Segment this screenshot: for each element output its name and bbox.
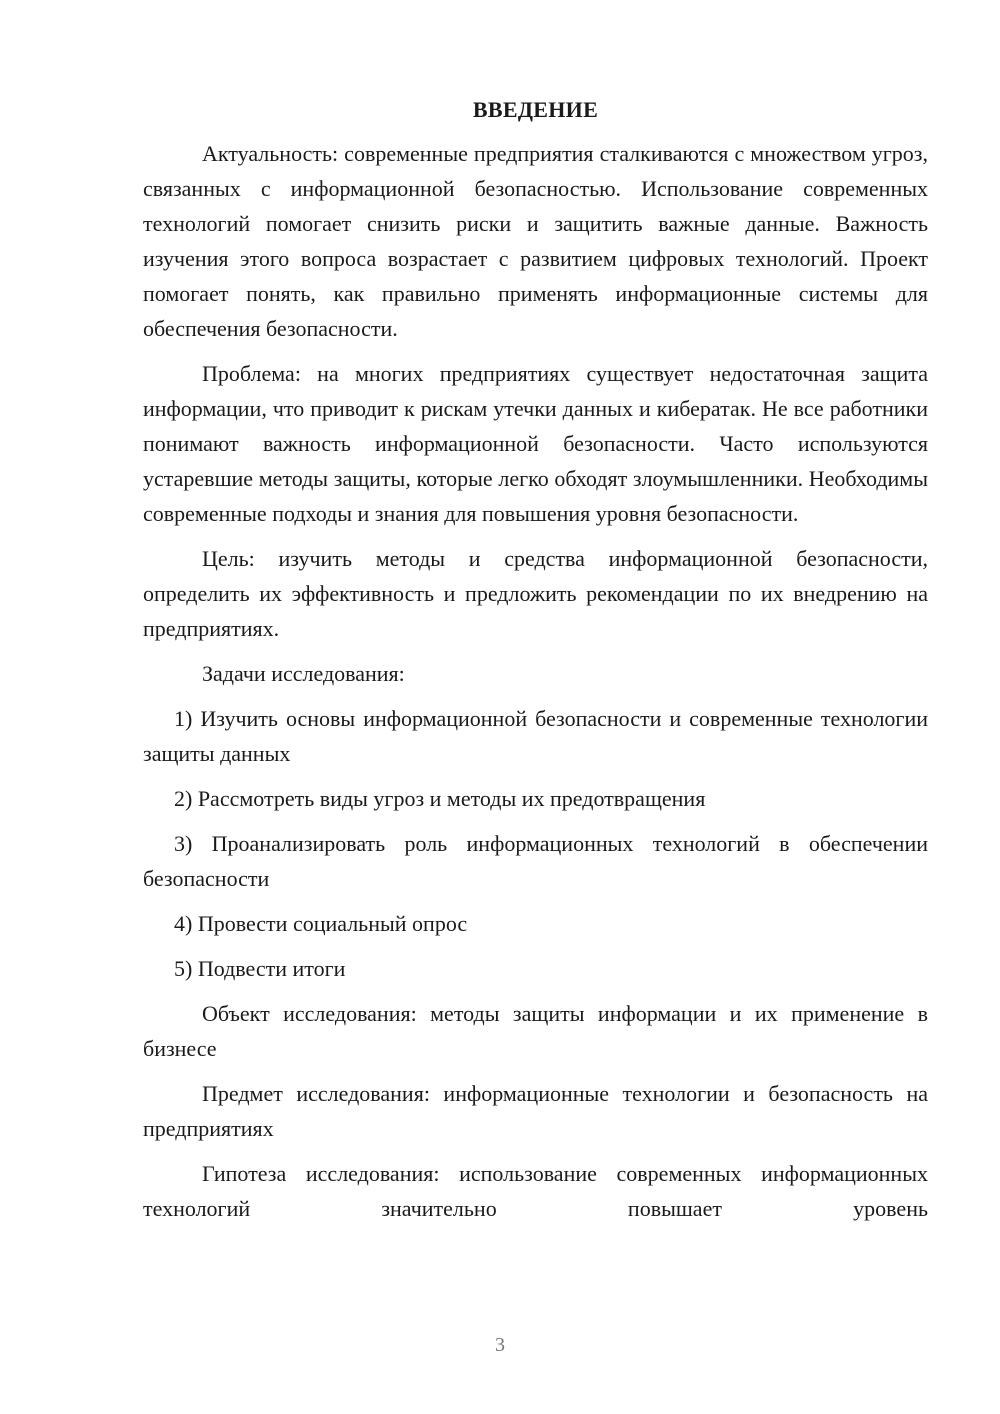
object-paragraph: Объект исследования: методы защиты информации и их применение в бизнесе [143,1001,928,1061]
list-item: 1) Изучить основы информационной безопасности и современные технологии защиты данных [143,706,928,766]
goal-paragraph: Цель: изучить методы и средства информационной безопасности, определить их эффективность и предложить рекомендации по их внедрению на предприятиях. [143,546,928,641]
list-item: 3) Проанализировать роль информационных технологий в обеспечении безопасности [143,831,928,891]
subject-paragraph: Предмет исследования: информационные технологии и безопасность на предприятиях [143,1081,928,1141]
relevance-paragraph: Актуальность: современные предприятия сталкиваются с множеством угроз, связанных с информационной безопасностью. Использование современных технологий помогает снизить риски и защитить важные данные. Важность изучения этого вопроса возрастает с развитием цифровых технологий. Проект помогает понять, как правильно применять информационные системы для обеспечения безопасности. [143,141,928,341]
page-number: 3 [495,1334,505,1356]
page-title: ВВЕДЕНИЕ [472,97,599,122]
hypothesis-paragraph: Гипотеза исследования: использование современных информационных технологий значительно повышает уровень [143,1161,928,1221]
list-item: 4) Провести социальный опрос [174,911,468,936]
tasks-heading: Задачи исследования: [202,661,405,686]
list-item: 5) Подвести итоги [174,956,346,981]
document-page [143,96,928,1236]
problem-paragraph: Проблема: на многих предприятиях существует недостаточная защита информации, что приводит к рискам утечки данных и кибератак. Не все работники понимают важность информационной безопасности. Часто используются устаревшие методы защиты, которые легко обходят злоумышленники. Необходимы современные подходы и знания для повышения уровня безопасности. [143,361,928,526]
list-item: 2) Рассмотреть виды угроз и методы их предотвращения [174,786,706,811]
tasks-list [143,701,928,986]
